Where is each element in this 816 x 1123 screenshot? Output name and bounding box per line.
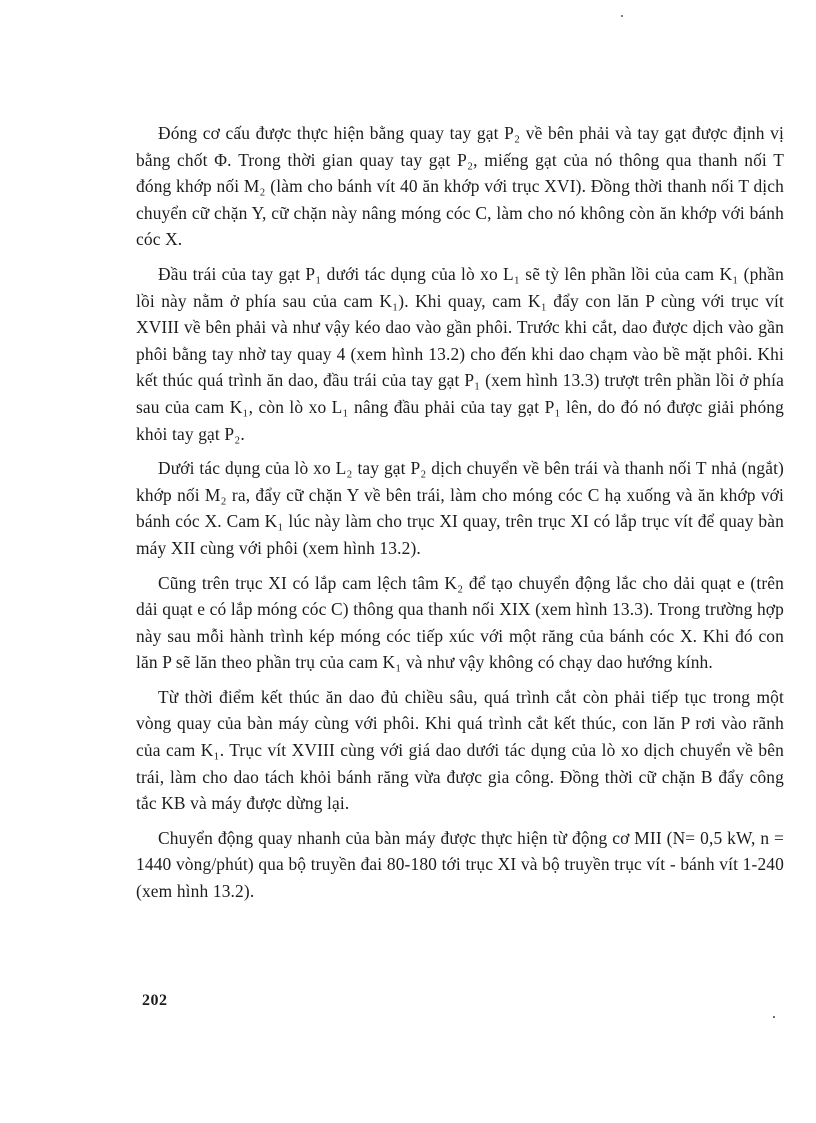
paragraph-6: Chuyển động quay nhanh của bàn máy được thực hiện từ động cơ MII (N= 0,5 kW, n = 1440 vòng/phút) qua bộ truyền đai 80-180 tới trục XI và bộ truyền trục vít - bánh vít 1-240 (xem hình 13.2). <box>136 827 784 902</box>
scan-speck <box>621 15 623 17</box>
paragraph-4: Cũng trên trục XI có lắp cam lệch tâm K₂ để tạo chuyển động lắc cho dải quạt e (trên dải quạt e có lắp móng cóc C) thông qua thanh nối XIX (xem hình 13.3). Trong trường hợp này sau mỗi hành trình kép móng cóc tiếp xúc với một răng của bánh cóc X. Khi đó con lăn P sẽ lăn theo phần trụ của cam K₁ và như vậy không có chạy dao hướng kính. <box>136 572 784 673</box>
page-body <box>136 120 784 913</box>
paragraph-1: Đóng cơ cấu được thực hiện bằng quay tay gạt P₂ về bên phải và tay gạt được định vị bằng chốt Φ. Trong thời gian quay tay gạt P₂, miếng gạt của nó thông qua thanh nối T đóng khớp nối M₂ (làm cho bánh vít 40 ăn khớp với trục XVI). Đồng thời thanh nối T dịch chuyển cữ chặn Y, cữ chặn này nâng móng cóc C, làm cho nó không còn ăn khớp với bánh cóc X. <box>136 123 784 250</box>
paragraph-2: Đầu trái của tay gạt P₁ dưới tác dụng của lò xo L₁ sẽ tỳ lên phần lồi của cam K₁ (phần lồi này nằm ở phía sau của cam K₁). Khi quay, cam K₁ đẩy con lăn P cùng với trục vít XVIII về bên phải và như vậy kéo dao vào gần phôi. Trước khi cắt, dao được dịch vào gần phôi bằng tay nhờ tay quay 4 (xem hình 13.2) cho đến khi dao chạm vào bề mặt phôi. Khi kết thúc quá trình ăn dao, đầu trái của tay gạt P₁ (xem hình 13.3) trượt trên phần lồi ở phía sau của cam K₁, còn lò xo L₁ nâng đầu phải của tay gạt P₁ lên, do đó nó được giải phóng khỏi tay gạt P₂. <box>136 263 784 444</box>
scan-speck <box>773 1016 775 1018</box>
paragraph-3: Dưới tác dụng của lò xo L₂ tay gạt P₂ dịch chuyển về bên trái và thanh nối T nhả (ngắt) khớp nối M₂ ra, đẩy cữ chặn Y về bên trái, làm cho móng cóc C hạ xuống và ăn khớp với bánh cóc X. Cam K₁ lúc này làm cho trục XI quay, trên trục XI có lắp trục vít để quay bàn máy XII cùng với phôi (xem hình 13.2). <box>136 458 784 558</box>
page-number: 202 <box>142 992 168 1009</box>
paragraph-5: Từ thời điểm kết thúc ăn dao đủ chiều sâu, quá trình cắt còn phải tiếp tục trong một vòng quay của bàn máy cùng với phôi. Khi quá trình cắt kết thúc, con lăn P rơi vào rãnh của cam K₁. Trục vít XVIII cùng với giá dao dưới tác dụng của lò xo dịch chuyển về bên trái, làm cho dao tách khỏi bánh răng vừa được gia công. Đồng thời cữ chặn B đẩy công tắc KB và máy được dừng lại. <box>136 686 784 814</box>
